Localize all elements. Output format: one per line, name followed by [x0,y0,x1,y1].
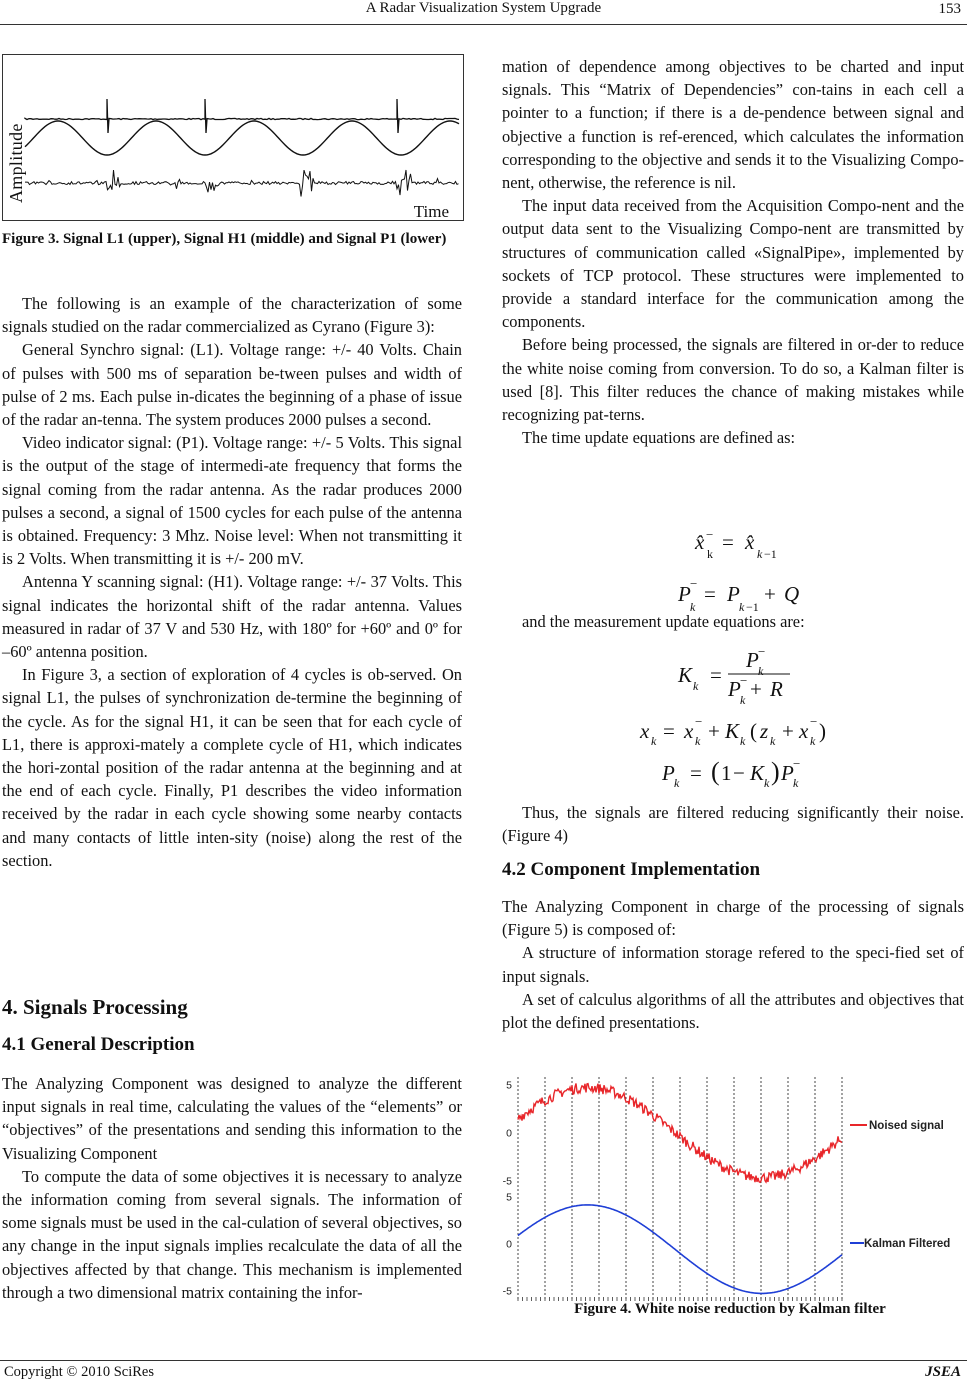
svg-text:−: − [695,714,703,729]
svg-text:−: − [793,756,801,771]
svg-text:(: ( [711,757,720,786]
y-tick-label: 5 [506,1191,512,1204]
equation-kalman-gain [677,644,790,707]
paragraph: The time update equations are defined as: [522,428,796,448]
paragraph: In Figure 3, a section of exploration of 4 cycles is ob-served. On signal L1, the pulses of synchronization de-termine the beginning of the cycle. As for the signal H1, it can be seen that for each cycle of L1, there is approxi-mately a complete cycle of H1, which indicates the hori-zontal position of the radar antenna at the beginning and at the end of each cycle. Finally, P1 describes the video information received by the radar in each cycle showing some nearby contacts and many contacts of little inten-sity (noise) along the rest of the section. [2,665,462,870]
svg-text:−: − [733,761,745,785]
paragraph: The Analyzing Component in charge of the processing of signals (Figure 5) is composed of: [502,897,964,940]
running-title: A Radar Visualization System Upgrade [365,0,602,16]
svg-text:−1: −1 [764,547,777,561]
svg-text:−: − [758,644,766,659]
right-column-mid [502,801,964,847]
equation-time-update-covariance [677,576,799,614]
svg-text:−: − [690,576,698,591]
svg-text:(: ( [750,719,757,743]
section-heading: 4. Signals Processing [2,995,188,1019]
svg-text:=: = [710,663,722,687]
kalman-measurement-equations [600,640,940,800]
paragraph: The following is an example of the characterization of some signals studied on the radar commercialized as Cyrano (Figure 3): [2,294,462,337]
svg-text:k: k [764,776,770,790]
svg-text:=: = [722,530,734,554]
equation-covariance-update [661,756,800,790]
journal-abbrev: JSEA [925,1364,961,1380]
signal-p1-trace [25,170,459,197]
svg-text:+: + [750,677,762,701]
paragraph: A structure of information storage refered to the speci-fied set of input signals. [502,943,964,986]
svg-text:K: K [750,761,765,785]
y-tick-label: -5 [502,1285,512,1298]
svg-text:P: P [662,761,675,785]
y-tick-label: 0 [506,1127,512,1140]
svg-text:k: k [651,734,657,748]
equation-time-update-state [694,527,777,561]
legend-label-noised: Noised signal [869,1120,944,1132]
paragraph: Thus, the signals are filtered reducing significantly their noise. (Figure 4) [502,803,964,846]
figure-4-caption: Figure 4. White noise reduction by Kalman filter [574,1301,886,1317]
paragraph: General Synchro signal: (L1). Voltage range: +/- 40 Volts. Chain of pulses with 500 ms of separation be-tween pulses and width of pulse of 2 ms. Each pulse in-dicates the beginning of a phase of issue of the radar an-tenna. The system produces 2000 pulses a second. [2,340,462,430]
measurement-update-intro [522,610,962,633]
svg-text:k: k [740,734,746,748]
svg-text:+: + [782,719,794,743]
svg-text:k: k [674,776,680,790]
header-rule [0,24,967,25]
figure-4-chart [494,1060,966,1320]
svg-text:k: k [740,693,746,707]
figure-3-caption: Figure 3. Signal L1 (upper), Signal H1 (middle) and Signal P1 (lower) [2,231,447,247]
svg-text:P: P [781,761,794,785]
paragraph: Antenna Y scanning signal: (H1). Voltage range: +/- 37 Volts. This signal indicates the horizontal shift of the radar antenna. Values measured in radar of 37 V and 530 Hz, with 180º for +60º and 0º for –60º antenna position. [2,572,462,662]
svg-text:x: x [799,719,809,743]
right-column-lower [502,895,964,1034]
equation-state-update [639,714,826,748]
paragraph: To compute the data of some objectives it is necessary to analyze the information coming from several signals. The information of some signals must be used in the cal-culation of several objectives, so any change in the input signals implies recalculate the data of all the objectives affected by that change. This mechanism is implemented through a two dimensional matrix containing the infor- [2,1166,462,1302]
svg-text:x: x [640,719,650,743]
svg-text:x: x [684,719,694,743]
svg-text:k: k [695,734,701,748]
footer-rule [0,1360,967,1361]
y-tick-label: -5 [502,1175,512,1188]
svg-text:k: k [810,734,816,748]
svg-text:K: K [678,663,693,687]
svg-text:k: k [707,547,713,561]
paragraph: and the measurement update equations are: [522,612,805,631]
svg-text:−1: −1 [746,600,759,614]
svg-text:k: k [758,664,764,678]
svg-text:=: = [704,582,716,606]
signal-h1-trace [25,121,459,155]
figure-3 [2,54,464,221]
svg-text:+: + [708,719,720,743]
paragraph: mation of dependence among objectives to be charted and input signals. This “Matrix of Dependencies” con-tains in each cell a pointer to a function; if there is a de-pendence between signal and objective a function is ref-erenced, which calculates the information corresponding to the objective and sends it to the Visualizing Compo-nent, otherwise, the reference is nil. [502,57,964,193]
svg-text:): ) [819,719,826,743]
svg-text:k: k [793,776,799,790]
svg-text:k: k [739,600,745,614]
paragraph: Video indicator signal: (P1). Voltage range: +/- 5 Volts. This signal is the output of the stage of intermedi-ate frequency that forms the signal coming from the radar antenna. As the radar produces 2000 pulses a second, a signal of 1500 cycles for each pulse of the antenna is obtained. Frequency: 3 Mhz. Noise level: When not transmitting it is 2 Volts. When transmitting it is +/- 200 mV. [2,433,462,569]
svg-text:x̂: x̂ [695,530,705,554]
svg-text:k: k [757,547,763,561]
svg-text:k: k [693,679,699,693]
svg-text:Q: Q [784,582,800,606]
paragraph: A set of calculus algorithms of all the attributes and objectives that plot the defined presentations. [502,989,964,1033]
svg-text:=: = [663,719,675,743]
y-tick-label: 0 [506,1238,512,1251]
svg-text:R: R [770,677,783,701]
svg-text:P: P [727,582,740,606]
svg-text:1: 1 [721,761,732,785]
legend-label-filtered: Kalman Filtered [864,1238,951,1250]
paragraph: The input data received from the Acquisition Compo-nent and the output data sent to the Visualizing Compo-nent are transmitted by structures of communication called «SignalPipe», implemented by sockets of TCP protocol. These structures were implemented to provide a standard interface for the communication among the components. [502,196,964,332]
svg-text:P: P [746,648,759,672]
svg-text:): ) [771,757,780,786]
right-column-upper [502,55,964,449]
y-tick-label: 5 [506,1079,512,1092]
figure-3-x-label: Time [413,202,449,221]
left-column-upper [2,292,462,872]
copyright: Copyright © 2010 SciRes [4,1364,154,1380]
svg-text:P: P [728,677,741,701]
svg-text:k: k [690,600,696,614]
svg-text:x̂: x̂ [745,530,755,554]
left-column-lower [2,1072,462,1304]
figure-3-y-label: Amplitude [6,123,26,203]
svg-text:−: − [706,527,714,542]
subsection-heading: 4.2 Component Implementation [502,859,761,880]
paragraph: The Analyzing Component was designed to analyze the different input signals in real time, calculating the values of the “elements” or “objectives” of the presentations and sending this information to the Visualizing Component [2,1074,462,1163]
svg-text:k: k [770,734,776,748]
svg-text:K: K [725,719,740,743]
page-number: 153 [938,1,961,17]
svg-text:P: P [678,582,691,606]
subsection-heading: 4.1 General Description [2,1034,195,1055]
svg-text:+: + [764,582,776,606]
svg-text:−: − [740,673,748,688]
paragraph: Before being processed, the signals are filtered in or-der to reduce the white noise coming from conversion. To do so, a Kalman filter is used [8]. This filter reduces the chance of making mistakes while recognizing pat-terns. [502,335,964,425]
signal-l1-trace [25,99,459,133]
figure-3-plot [3,55,463,220]
svg-text:=: = [690,761,702,785]
svg-text:z: z [760,719,769,743]
svg-text:−: − [810,714,818,729]
